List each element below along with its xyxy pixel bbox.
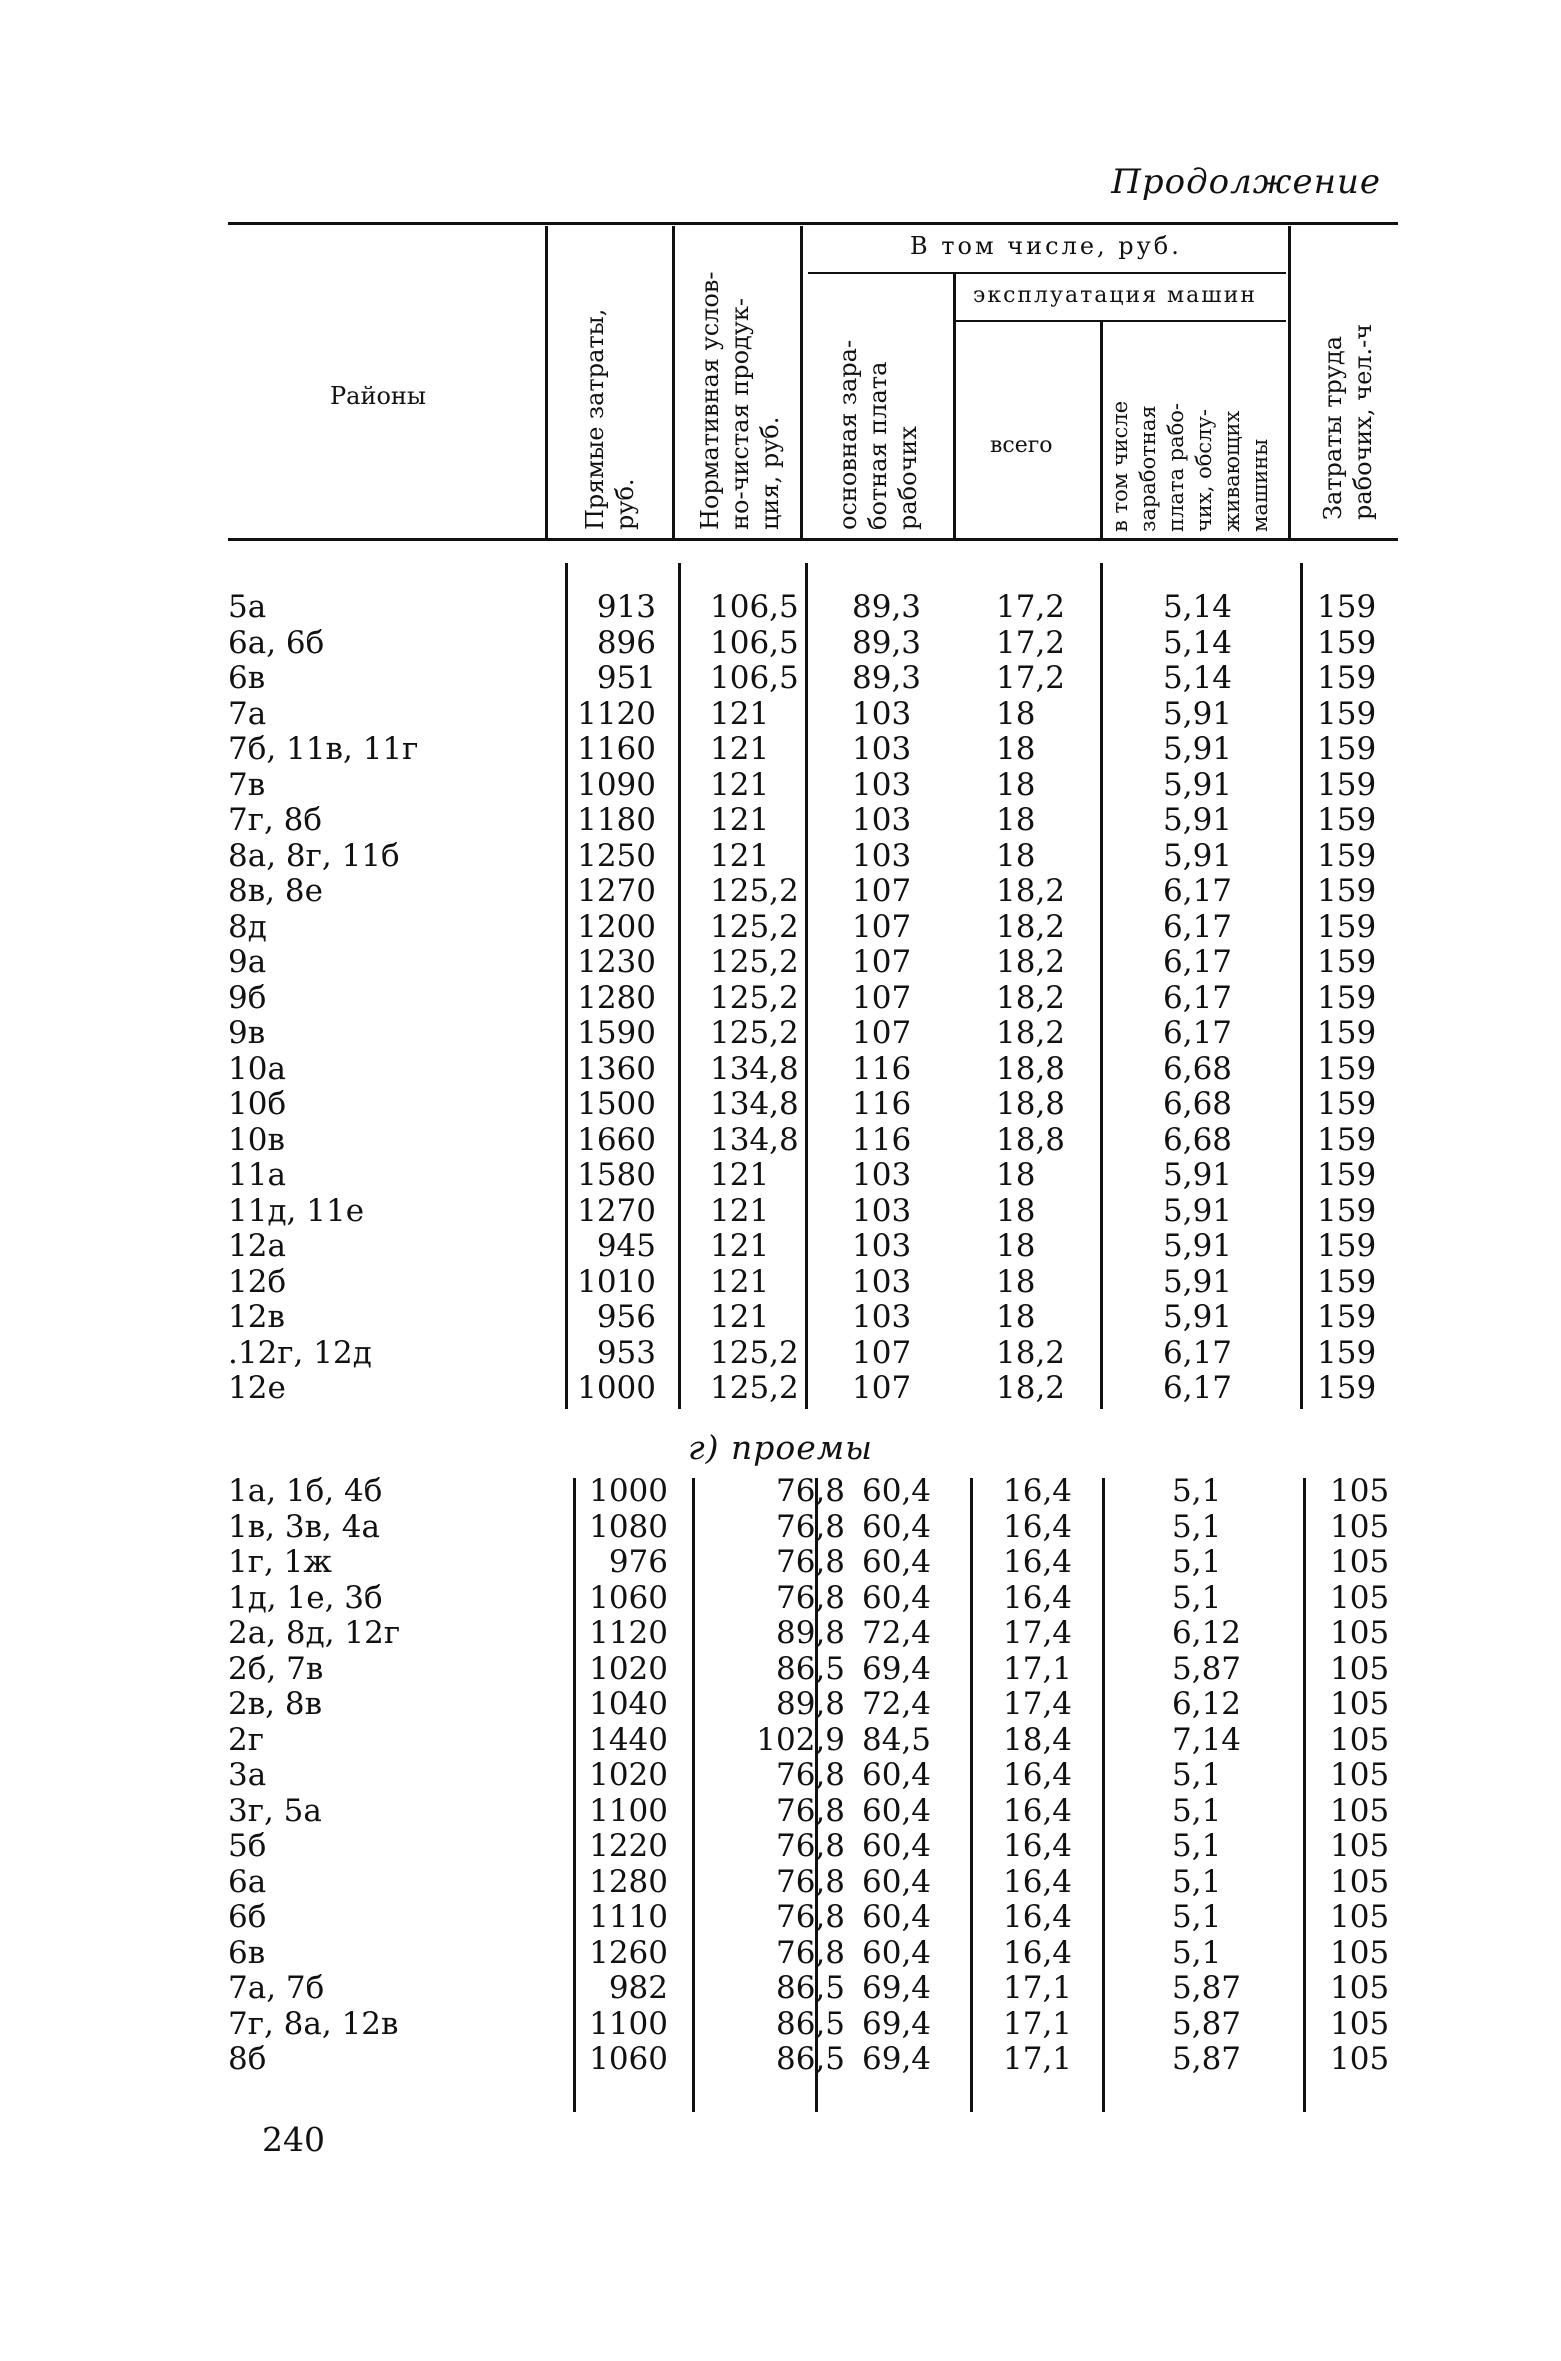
table-row: 7в 1090 121 103 18 5,91 159 <box>228 766 1377 803</box>
table-row: 6а 1280 76,8 60,4 16,4 5,1 105 <box>228 1863 1390 1900</box>
table-row: 2б, 7в 1020 86,5 69,4 17,1 5,87 105 <box>228 1650 1390 1687</box>
table-row: 2а, 8д, 12г 1120 89,8 72,4 17,4 6,12 105 <box>228 1615 1390 1651</box>
table-row: 1д, 1е, 3б 1060 76,8 60,4 16,4 5,1 105 <box>228 1579 1390 1616</box>
hdr-sep-5 <box>1100 322 1103 538</box>
table-row: 7а 1120 121 103 18 5,91 159 <box>228 695 1377 732</box>
table-row: 12б 1010 121 103 18 5,91 159 <box>228 1263 1377 1300</box>
table-row: 5а 913 106,5 89,3 17,2 5,14 159 <box>228 589 1377 625</box>
table-row: 3г, 5а 1100 76,8 60,4 16,4 5,1 105 <box>228 1792 1390 1829</box>
table-row: 9а 1230 125,2 107 18,2 6,17 159 <box>228 944 1377 980</box>
table-row: .12г, 12д 953 125,2 107 18,2 6,17 159 <box>228 1334 1377 1371</box>
table-row: 1в, 3в, 4а 1080 76,8 60,4 16,4 5,1 105 <box>228 1508 1390 1545</box>
header-ekspl: эксплуатация машин <box>973 283 1258 308</box>
table-row: 11а 1580 121 103 18 5,91 159 <box>228 1157 1377 1193</box>
table-row: 7г, 8б 1180 121 103 18 5,91 159 <box>228 802 1377 838</box>
table-row: 11д, 11е 1270 121 103 18 5,91 159 <box>228 1192 1377 1229</box>
table-top-rule <box>228 222 1398 225</box>
hdr-sep-2 <box>672 226 675 538</box>
hdr-sep-6 <box>1288 226 1291 538</box>
table-row: 12а 945 121 103 18 5,91 159 <box>228 1228 1377 1264</box>
table-row: 10а 1360 134,8 116 18,8 6,68 159 <box>228 1050 1377 1087</box>
table-row: 6а, 6б 896 106,5 89,3 17,2 5,14 159 <box>228 624 1377 661</box>
table-row: 7б, 11в, 11г 1160 121 103 18 5,91 159 <box>228 731 1377 767</box>
table-row: 12в 956 121 103 18 5,91 159 <box>228 1299 1377 1335</box>
header-normativ: Нормативная услов- но-чистая продук- ция, руб. <box>696 271 784 530</box>
table-row: 12е 1000 125,2 107 18,2 6,17 159 <box>228 1370 1377 1406</box>
hdr-sep-4 <box>953 274 956 538</box>
table-row: 9б 1280 125,2 107 18,2 6,17 159 <box>228 979 1377 1016</box>
table-row: 2г 1440 102,9 84,5 18,4 7,14 105 <box>228 1721 1390 1758</box>
table-row: 6в 951 106,5 89,3 17,2 5,14 159 <box>228 660 1377 696</box>
header-v-tom-chisle: В том числе, руб. <box>910 232 1182 260</box>
page-number: 240 <box>262 2120 325 2159</box>
section-title-proemy: г) проемы <box>687 1428 874 1467</box>
header-bottom-rule <box>228 538 1398 541</box>
header-rayony: Районы <box>330 382 426 410</box>
header-zatraty: Затраты труда рабочих, чел.-ч <box>1319 323 1377 520</box>
table-row: 10б 1500 134,8 116 18,8 6,68 159 <box>228 1086 1377 1122</box>
table-row: 1г, 1ж 976 76,8 60,4 16,4 5,1 105 <box>228 1544 1390 1580</box>
table-row: 8б 1060 86,5 69,4 17,1 5,87 105 <box>228 2041 1390 2077</box>
hdr-sep-3 <box>800 226 803 538</box>
table-row: 1а, 1б, 4б 1000 76,8 60,4 16,4 5,1 105 <box>228 1473 1390 1509</box>
continuation-label: Продолжение <box>1111 162 1381 202</box>
header-pryamye: Прямые затраты, руб. <box>581 308 639 530</box>
table-row: 10в 1660 134,8 116 18,8 6,68 159 <box>228 1121 1377 1158</box>
table-row: 7г, 8а, 12в 1100 86,5 69,4 17,1 5,87 105 <box>228 2005 1390 2042</box>
table-row: 5б 1220 76,8 60,4 16,4 5,1 105 <box>228 1828 1390 1864</box>
header-vsego: всего <box>990 433 1053 458</box>
table-row: 6в 1260 76,8 60,4 16,4 5,1 105 <box>228 1934 1390 1971</box>
table-row: 8в, 8е 1270 125,2 107 18,2 6,17 159 <box>228 873 1377 909</box>
hdr-sep-1 <box>545 226 548 538</box>
table-row: 8д 1200 125,2 107 18,2 6,17 159 <box>228 908 1377 945</box>
ekspl-rule <box>955 320 1286 322</box>
table-row: 8а, 8г, 11б 1250 121 103 18 5,91 159 <box>228 837 1377 874</box>
header-osnovnaya: основная зара- ботная плата рабочих <box>834 339 922 530</box>
table-row: 2в, 8в 1040 89,8 72,4 17,4 6,12 105 <box>228 1686 1390 1722</box>
v-tom-chisle-rule <box>808 272 1286 274</box>
header-v-tom-chisle-zp: в том числе заработная плата рабо- чих, обслу- живающих машины <box>1108 400 1272 532</box>
table-row: 3а 1020 76,8 60,4 16,4 5,1 105 <box>228 1757 1390 1793</box>
table-row: 7а, 7б 982 86,5 69,4 17,1 5,87 105 <box>228 1970 1390 2006</box>
table-row: 6б 1110 76,8 60,4 16,4 5,1 105 <box>228 1899 1390 1935</box>
table-row: 9в 1590 125,2 107 18,2 6,17 159 <box>228 1015 1377 1051</box>
